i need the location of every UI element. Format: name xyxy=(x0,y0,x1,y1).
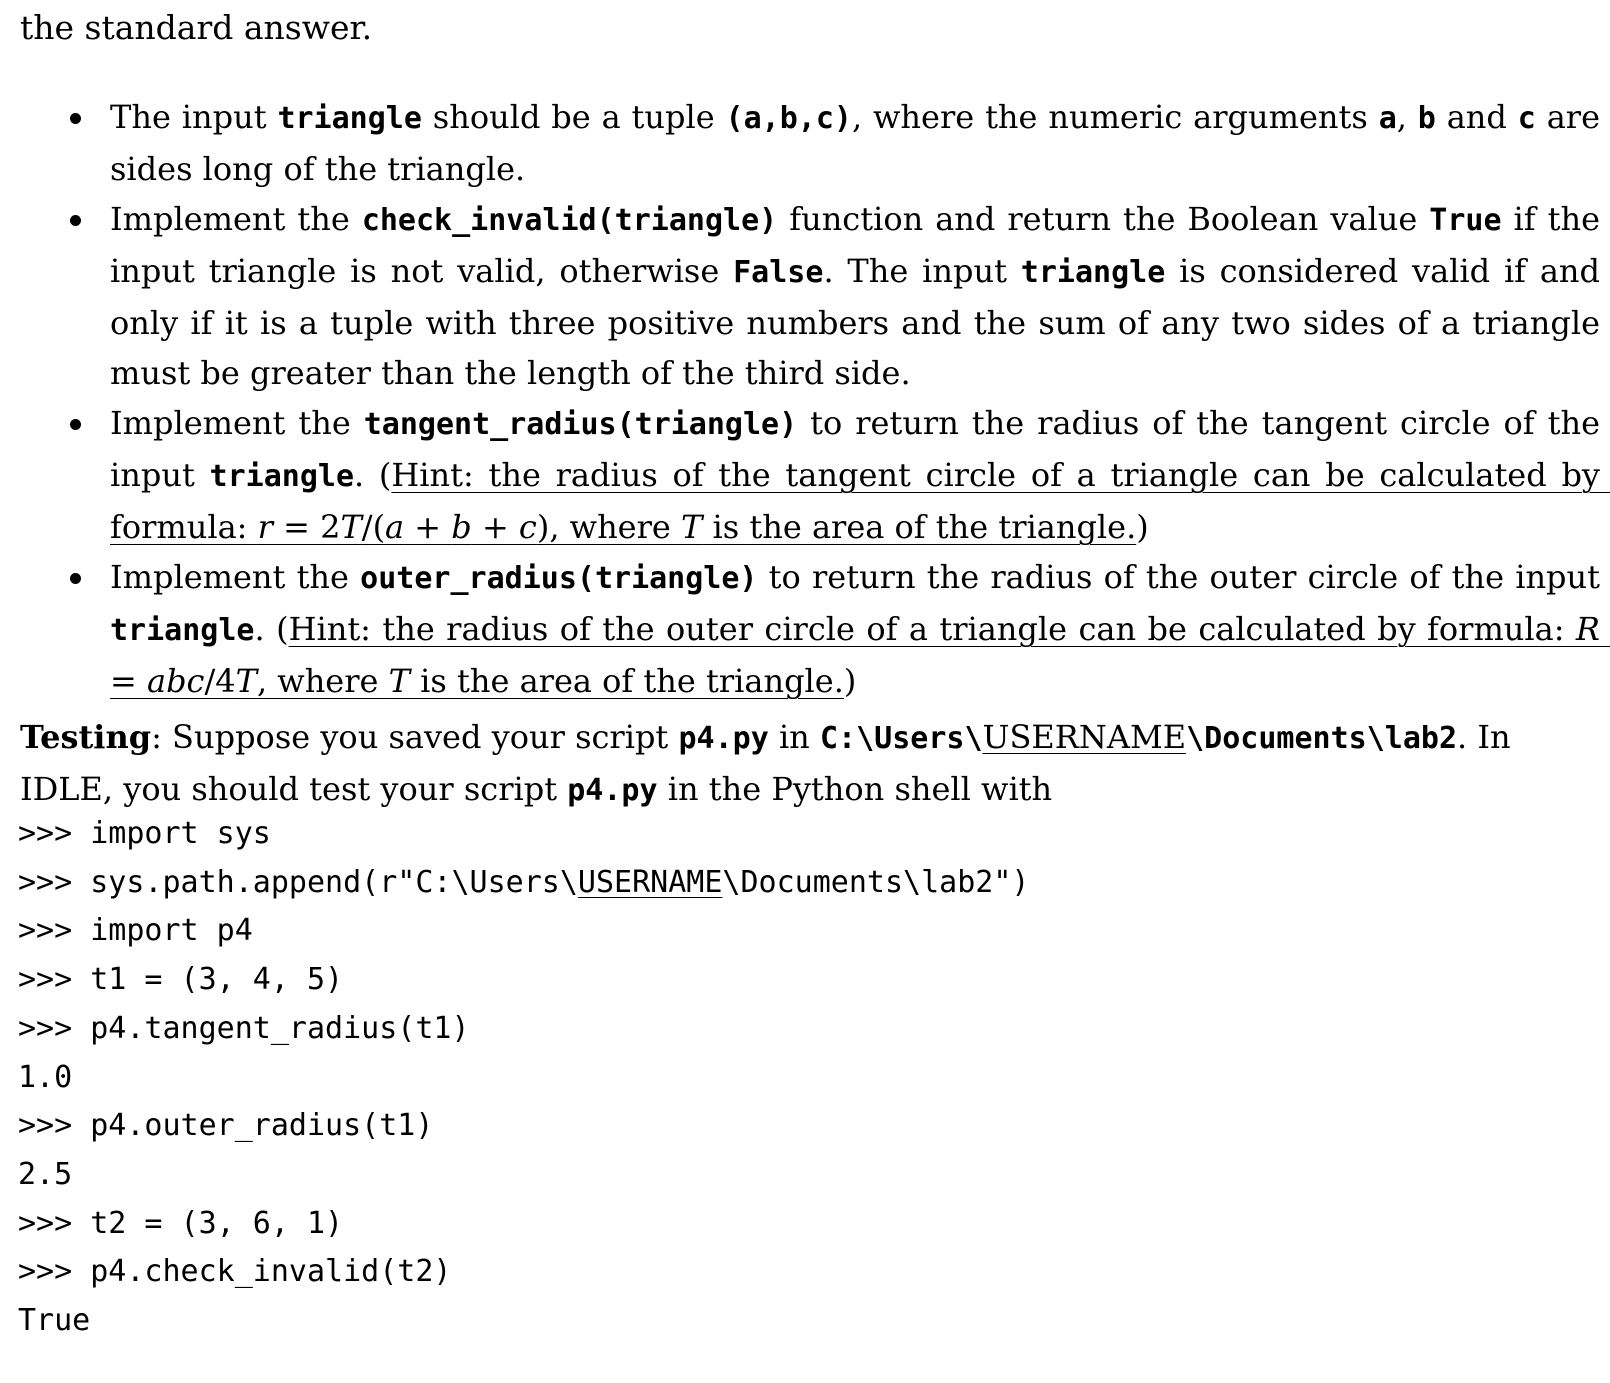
testing-paragraph-segment: C:\Users\ xyxy=(819,721,983,756)
bullet-item-check-invalid-segment: check_invalid(triangle) xyxy=(361,203,778,238)
shell-segment: >>> p4.outer_radius(t1) xyxy=(18,1108,434,1144)
shell-line xyxy=(18,1248,1588,1297)
testing-paragraph-segment: : Suppose you saved your script xyxy=(151,718,679,756)
shell-line xyxy=(18,810,1588,859)
shell-line xyxy=(18,859,1588,908)
testing-paragraph-segment: in xyxy=(768,718,820,756)
shell-segment: >>> import p4 xyxy=(18,913,253,949)
testing-paragraph-segment: Testing xyxy=(20,718,152,756)
bullet-item-input-segment: The input xyxy=(110,98,278,136)
bullet-item-check-invalid-segment: False xyxy=(733,255,824,290)
shell-line xyxy=(18,1200,1588,1249)
bullet-item-tangent-radius-segment: c xyxy=(518,508,537,546)
bullet-item-outer-radius-segment: = xyxy=(110,610,1610,700)
bullet-item-tangent-radius-segment: ) xyxy=(1136,508,1149,546)
bullet-item-outer-radius-segment: Hint: the radius of the outer circle of a triangle can be calculated by formula: xyxy=(288,610,1576,648)
bullet-item-check-invalid-segment: True xyxy=(1429,203,1502,238)
shell-segment: 1.0 xyxy=(18,1059,73,1095)
bullet-item-outer-radius-segment: T xyxy=(388,662,410,700)
bullet-item-tangent-radius-segment: to return the radius of the tangent circle of the input xyxy=(110,404,1610,494)
bullet-item-input-segment: , where the numeric arguments xyxy=(851,98,1379,136)
bullet-item-outer-radius-segment: ) xyxy=(843,662,857,700)
bullet-item-tangent-radius-segment: tangent_radius(triangle) xyxy=(363,407,798,442)
bullet-item-tangent-radius-segment: a xyxy=(385,508,405,546)
bullet-item-outer-radius-segment: /4 xyxy=(204,662,236,700)
bullet-item-input-segment: , xyxy=(1396,98,1418,136)
shell-segment: >>> p4.tangent_radius(t1) xyxy=(18,1010,470,1046)
shell-segment: >>> import sys xyxy=(18,816,271,851)
bullet-item-tangent-radius-segment: = 2 xyxy=(272,508,341,546)
bullet-item-input xyxy=(20,92,1610,194)
bullet-item-outer-radius-segment: outer_radius(triangle) xyxy=(360,561,758,596)
bullet-item-tangent-radius xyxy=(20,398,1610,552)
bullet-item-tangent-radius-segment: + xyxy=(404,508,452,546)
testing-paragraph-segment: p4.py xyxy=(567,773,658,808)
bullet-item-check-invalid-segment: if the input triangle is not valid, otherwise xyxy=(110,200,1610,290)
bullet-item-tangent-radius-segment: T xyxy=(681,508,703,546)
python-shell-transcript xyxy=(18,810,1588,1346)
shell-segment: >>> t2 = (3, 6, 1) xyxy=(18,1205,344,1241)
bullet-item-input-segment: and xyxy=(1435,98,1518,136)
bullet-item-outer-radius-segment: R xyxy=(1575,610,1601,648)
shell-line xyxy=(18,1054,1588,1103)
shell-line xyxy=(18,907,1588,956)
bullet-item-input-segment: triangle xyxy=(277,101,422,136)
bullet-item-tangent-radius-segment: ), where xyxy=(536,508,682,546)
shell-segment: True xyxy=(18,1303,91,1339)
bullet-item-check-invalid xyxy=(20,194,1610,398)
shell-segment: 2.5 xyxy=(18,1156,73,1192)
bullet-item-tangent-radius-segment: r xyxy=(257,508,273,546)
bullet-item-check-invalid-segment: . The input xyxy=(823,252,1021,290)
bullet-item-tangent-radius-segment: /( xyxy=(361,508,386,546)
bullet-item-check-invalid-segment: triangle xyxy=(1020,255,1166,290)
testing-paragraph xyxy=(20,712,1590,816)
testing-paragraph-segment: \Documents\lab2 xyxy=(1186,721,1458,756)
bullet-item-tangent-radius-segment: triangle xyxy=(209,459,355,494)
bullet-item-outer-radius-segment: abc xyxy=(146,662,205,700)
bullet-item-input-segment: a xyxy=(1378,101,1397,136)
shell-segment: USERNAME xyxy=(577,864,723,900)
bullet-item-tangent-radius-segment: . ( xyxy=(354,456,392,494)
bullet-item-tangent-radius-segment: b xyxy=(451,508,472,546)
testing-paragraph-segment: in the Python shell with xyxy=(657,770,1053,808)
shell-line xyxy=(18,1102,1588,1151)
shell-line xyxy=(18,1005,1588,1054)
intro-text: the standard answer. xyxy=(20,8,373,47)
shell-segment: >>> t1 = (3, 4, 5) xyxy=(18,962,344,998)
testing-paragraph-segment: p4.py xyxy=(678,721,769,756)
bullet-item-check-invalid-segment: is considered valid if and only if it is a tuple with three positive numbers and the sum of any two sides of a triangle must be greater than the length of the third side. xyxy=(110,252,1610,392)
bullet-item-input-segment: (a,b,c) xyxy=(725,101,852,136)
bullet-item-tangent-radius-segment: Hint: the radius of the tangent circle of a triangle can be calculated by formula: xyxy=(110,456,1610,546)
bullet-item-input-segment: c xyxy=(1517,101,1536,136)
testing-paragraph-segment: . In IDLE, you should test your script xyxy=(20,718,1511,808)
shell-line xyxy=(18,1297,1588,1346)
bullet-item-outer-radius-segment: T xyxy=(235,662,257,700)
bullet-item-input-segment: b xyxy=(1417,101,1436,136)
bullet-item-check-invalid-segment: function and return the Boolean value xyxy=(777,200,1430,238)
requirements-list xyxy=(20,92,1610,706)
bullet-item-outer-radius-segment: . ( xyxy=(254,610,289,648)
bullet-item-tangent-radius-segment: Implement the xyxy=(110,404,364,442)
bullet-item-input-segment: should be a tuple xyxy=(421,98,726,136)
shell-line xyxy=(18,956,1588,1005)
bullet-item-tangent-radius-segment: T xyxy=(340,508,362,546)
bullet-item-outer-radius-segment: is the area of the triangle. xyxy=(409,662,844,700)
shell-line xyxy=(18,1151,1588,1200)
bullet-item-input-segment: are sides long of the triangle. xyxy=(110,98,1610,188)
bullet-item-outer-radius-segment: Implement the xyxy=(110,558,361,596)
bullet-item-check-invalid-segment: Implement the xyxy=(110,200,362,238)
bullet-item-outer-radius-segment: to return the radius of the outer circle of the input xyxy=(757,558,1610,596)
bullet-item-outer-radius xyxy=(20,552,1610,706)
shell-segment: >>> p4.check_invalid(t2) xyxy=(18,1254,452,1290)
bullet-item-tangent-radius-segment: is the area of the triangle. xyxy=(702,508,1137,546)
bullet-item-tangent-radius-segment: + xyxy=(471,508,519,546)
shell-segment: \Documents\lab2") xyxy=(722,864,1030,900)
bullet-item-outer-radius-segment: triangle xyxy=(110,613,255,648)
testing-paragraph-segment: USERNAME xyxy=(982,718,1187,756)
bullet-item-outer-radius-segment: , where xyxy=(256,662,389,700)
shell-segment: >>> sys.path.append(r"C:\Users\ xyxy=(18,864,578,900)
